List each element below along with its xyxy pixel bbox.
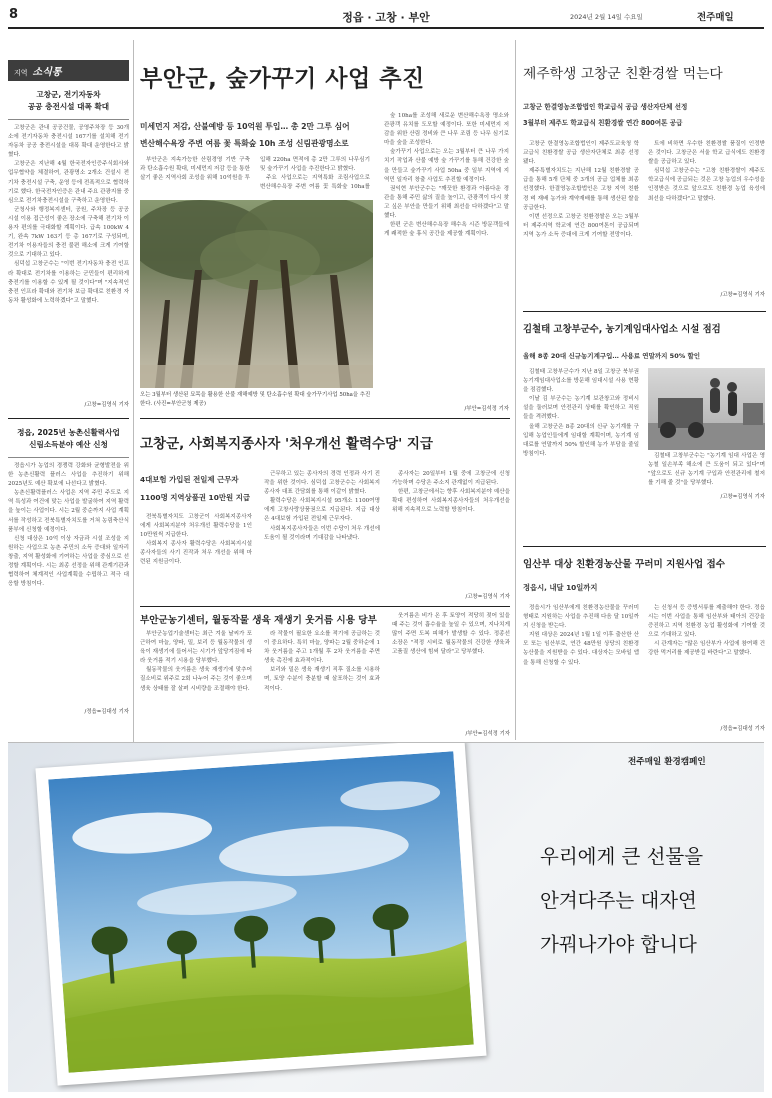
paragraph: 이날 김 부군수는 농기계 보관창고와 정비시설을 둘러보며 안전관리 상태를 확인하고 직원들을 격려했다. bbox=[523, 396, 639, 421]
paragraph: 숲가꾸기 사업으로는 오는 3월부터 큰 나무 가지치기 작업과 산불 예방 숲 가꾸기를 통해 건강한 숲을 만들고 숲가꾸기 사업 50ha 중 일부 지역에 지역민 일자리 창출 사업도 추진할 예정이다. bbox=[384, 149, 509, 183]
paragraph: 보리와 밀은 생육 재생기 직후 질소를 시용하며, 토양 수분이 충분할 때 살포하는 것이 효과적이다. bbox=[264, 667, 380, 692]
article3-headline: 부안군농기센터, 월동작물 생육 재생기 웃거름 시용 당부 bbox=[140, 615, 377, 626]
article2-col1 bbox=[140, 513, 252, 603]
article5-photo bbox=[648, 368, 765, 450]
sidebar-news2-credit: /정읍=김대성 기자 bbox=[84, 709, 129, 715]
paragraph: 지원 대상은 2024년 1월 1일 이후 출산한 산모 또는 임산부로, 연간 48만원 상당의 친환경농산물을 지원받을 수 있다. 대상자는 모바일 앱을 통해 신청할 수 있다. bbox=[523, 632, 639, 666]
article1-rule bbox=[140, 418, 510, 419]
article3-col2 bbox=[264, 630, 380, 738]
article2-headline: 고창군, 사회복지종사자 '처우개선 활력수당' 지급 bbox=[140, 436, 434, 452]
sidebar-label-prefix: 지역 bbox=[14, 69, 28, 77]
ad-line2: 안겨다주는 대자연 bbox=[540, 889, 697, 912]
article5-rule bbox=[523, 546, 766, 547]
paragraph: 웃거름은 비가 온 후 토양이 적당히 젖어 있을 때 주는 것이 흡수율을 높일 수 있으며, 지나치게 많이 주면 도복 피해가 발생할 수 있다. 정종선 소장은 "적정 시비로 월동작물의 건강한 생육과 고품질 생산에 힘써 달라"고 당부했다. bbox=[392, 613, 510, 656]
issue-date: 2024년 2월 14일 수요일 bbox=[570, 13, 643, 21]
article5-col1 bbox=[523, 368, 639, 538]
header-rule bbox=[8, 27, 764, 29]
paragraph: 제주특별자치도는 지난해 12월 친환경쌀 공급을 통해 5개 단체 중 3개의 공급 업체를 최종 선정했다. 한결영농조합법인은 고창 지역 친환경 벼 재배 농가와 계약재배를 통해 생산된 쌀을 공급한다. bbox=[523, 168, 639, 211]
paragraph: 김철태 고창부군수가 지난 8일 고창군 북부권 농기계임대사업소를 방문해 임대시설 사용 현황을 점검했다. bbox=[523, 369, 639, 394]
paragraph: 올해 고창군은 8종 20대의 신규 농기계를 구입해 농업인들에게 임대할 계획이며, 농기계 임대료를 연말까지 50% 할인해 농가 부담을 줄일 방침이다. bbox=[523, 423, 639, 457]
main-divider bbox=[515, 40, 516, 740]
paragraph: 정읍시가 농업의 경쟁력 강화와 균형발전을 위한 농촌신활력 플러스 사업을 추진하기 위해 2025년도 예산 확보에 나선다고 밝혔다. bbox=[8, 463, 129, 488]
paragraph: 고창군은 관내 공공건물, 공영주차장 등 30개소에 전기자동차 충전시설 167기를 설치해 전기자동차 공공 충전시설을 대폭 확대 운영한다고 밝혔다. bbox=[8, 125, 129, 159]
paragraph: 한편 군은 변산해수욕장 해수욕 시즌 방문객들에게 쾌적한 숲 휴식 공간을 제공할 계획이다. bbox=[384, 222, 509, 238]
article1-headline: 부안군, 숲가꾸기 사업 추진 bbox=[140, 66, 425, 92]
paragraph: 부안군은 지속가능한 산림경영 기반 구축과 탄소흡수원 확대, 미세먼지 저감 등을 통한 살기 좋은 지역사회 조성을 위해 10억원을 투입해 220ha 면적에 총 2만 그루의 나무심기 및 숲가꾸기 사업을 추진한다고 밝혔다. bbox=[140, 157, 370, 182]
campaign-ad bbox=[8, 742, 764, 1092]
nature-landscape-illustration bbox=[48, 751, 474, 1073]
paragraph: 심덕섭 고창군수는 "이번 전기자동차 충전 인프라 확대로 전기차를 이용하는 군민들이 편리하게 충전기를 이용할 수 있게 될 것이다"며 "지속적인 충전 인프라 확대와 전기차 보급 확대로 친환경 자동차 활성화에 노력하겠다"고 말했다. bbox=[8, 261, 129, 304]
paragraph: 심덕섭 고창군수는 "고창 친환경쌀이 제주도 학교급식에 공급되는 것은 고창 농업의 우수성을 인정받은 것으로 앞으로도 친환경 농업 육성에 최선을 다하겠다"고 말했다. bbox=[648, 168, 765, 202]
paragraph: 이번 선정으로 고창군 친환경쌀은 오는 3월부터 제주지역 학교에 연간 800여톤이 공급되며 지역 농가 소득 증대에 크게 기여할 전망이다. bbox=[523, 213, 639, 238]
article4-subhead1: 고창군 한결영농조합법인 학교급식 공급 생산자단체 선정 bbox=[523, 103, 688, 111]
sidebar-news2-title bbox=[8, 427, 129, 451]
article1-subhead1: 미세먼지 저감, 산불예방 등 10억원 투입… 총 2만 그루 심어 bbox=[140, 122, 350, 131]
article1-subhead2: 변산해수욕장 주변 여름 꽃 특화숲 10h 조성 신림관광명소로 bbox=[140, 139, 349, 148]
article3-credit: /부안=김석정 기자 bbox=[465, 731, 510, 737]
machinery-illustration bbox=[648, 368, 765, 450]
article5-headline: 김철태 고창부군수, 농기계임대사업소 시설 점검 bbox=[523, 324, 721, 335]
section-title: 정읍 · 고창 · 부안 bbox=[342, 11, 430, 24]
page-number: 8 bbox=[9, 7, 19, 22]
sidebar-news2-body bbox=[8, 462, 129, 707]
article1-photo bbox=[140, 200, 373, 388]
article2-credit: /고창=김영식 기자 bbox=[465, 594, 510, 600]
sidebar-news1-title2: 공공 충전시설 대폭 확대 bbox=[27, 102, 110, 111]
paragraph: 정읍시가 임산부에게 친환경농산물을 꾸러미 형태로 지원하는 사업을 추진해 다음 달 10일까지 신청을 받는다. bbox=[523, 605, 639, 630]
ad-message bbox=[540, 835, 764, 967]
article2-rule bbox=[140, 606, 510, 607]
paragraph: 고창군 한결영농조합법인이 제주도교육청 학교급식 친환경쌀 공급 생산자단체로 최종 선정됐다. bbox=[523, 141, 639, 166]
article2-subhead1: 4대보험 가입된 전일제 근무자 bbox=[140, 475, 239, 484]
sidebar-label bbox=[8, 60, 129, 81]
article6-credit: /정읍=김대성 기자 bbox=[720, 726, 765, 732]
article1-col2 bbox=[384, 112, 509, 404]
paragraph: 신청 대상은 10억 이상 자금과 시설 조성을 지원하는 사업으로 농촌 주민의 소득 증대와 일자리 창출, 지역 활성화에 기여하는 사업을 중심으로 선정할 계획이다. 시는 최종 선정을 위해 관계기관과 협력하여 체계적인 사업계획을 수립하고 적극 대응할 방침이다. bbox=[8, 535, 129, 588]
sidebar-news1-body bbox=[8, 124, 129, 399]
article4-headline: 제주학생 고창군 친환경쌀 먹는다 bbox=[523, 66, 723, 82]
article5-credit: /고창=김영식 기자 bbox=[720, 494, 765, 500]
sidebar-news2-title1: 정읍, 2025년 농촌신활력사업 bbox=[17, 428, 120, 437]
paragraph: 김철태 고창부군수는 "농기계 임대 사업은 영농철 일손부족 해소에 큰 도움이 되고 있다"며 "앞으로도 신규 농기계 구입과 안전관리에 철저를 기해 줄 것"을 당부했다. bbox=[648, 453, 765, 487]
ad-line1: 우리에게 큰 선물을 bbox=[540, 845, 704, 868]
article4-col1 bbox=[523, 140, 639, 302]
ad-campaign-tag: 전주매일 환경캠페인 bbox=[628, 757, 706, 767]
paragraph: 월동작물의 웃거름은 생육 재생기에 맞추어 질소비료 위주로 2회 나누어 주는 것이 좋으며 생육 상태를 잘 살펴 시비량을 조절해야 한다. bbox=[140, 667, 252, 692]
article1-credit: /부안=김석정 기자 bbox=[464, 406, 509, 412]
article3-col3 bbox=[392, 612, 510, 729]
article4-rule bbox=[523, 311, 766, 312]
article6-headline: 임산부 대상 친환경농산물 꾸러미 지원사업 접수 bbox=[523, 559, 726, 570]
caption-text: 오는 3월부터 생산된 묘목을 활용한 산불 재해예방 및 탄소흡수원 확대 숲가꾸기사업 50ha을 추진한다. bbox=[140, 392, 371, 407]
paragraph: 고창군은 지난해 4월 한국전자인증주식회사와 업무협약을 체결하여, 관광명소 2개소 건설시 전기차 충전시설 구축, 운영 등에 전폭적으로 협력하기로 했다. 한국전자인증은 관내 주요 관광지를 중심으로 전기차충전시설을 구축하고 운영한다. bbox=[8, 161, 129, 204]
paragraph: 는 신청서 등 증빙서류를 제출해야 한다. 정읍시는 이번 사업을 통해 임산부와 태아의 건강을 증진하고 지역 친환경 농업 활성화에 기여할 것으로 기대하고 있다. bbox=[648, 605, 765, 639]
article2-subhead2: 1100명 지역상품권 10만원 지급 bbox=[140, 493, 250, 502]
paragraph: 근무하고 있는 종사자의 경력 인정과 사기 진작을 위한 것이다. 심덕섭 고창군수는 사회복지종사자 대표 간담회를 통해 이같이 밝혔다. bbox=[264, 471, 380, 496]
paragraph: 사회복지종사자들은 이번 수당이 처우 개선에 도움이 될 것이라며 기대감을 나타냈다. bbox=[264, 525, 380, 541]
sidebar-news1-title bbox=[8, 89, 129, 113]
paragraph: 부안군농업기술센터는 최근 겨울 날씨가 포근하여 마늘, 양파, 밀, 보리 등 월동작물의 생육이 재생기에 들어서는 시기가 앞당겨짐에 따라 웃거름 적기 시용을 당부했다. bbox=[140, 631, 252, 665]
article5-subhead: 올해 8종 20대 신규농기계구입… 사용료 연말까지 50% 할인 bbox=[523, 352, 701, 360]
ad-line3: 가꿔나가야 합니다 bbox=[540, 933, 697, 956]
paragraph: 숲 10ha를 조성해 새로운 변산해수욕장 명소와 관광객 유치를 도모할 예정이다. 또한 미세먼지 저감을 위한 산림 정비와 큰 나무 조림 등 나무 심기로 마을 숲을 조성한다. bbox=[384, 113, 509, 147]
article3-col1 bbox=[140, 630, 252, 738]
paragraph: 종사자는 20일부터 1월 중에 고창군에 신청 가능하며 수당은 주소지 관계없이 지급된다. bbox=[392, 471, 510, 487]
sidebar-divider bbox=[133, 40, 134, 840]
paragraph: 라 작물이 필요한 요소를 적기에 공급하는 것이 중요하다. 특히 마늘, 양파는 2월 중하순에 1차 웃거름을 주고 1개월 후 2차 웃거름을 주면 생육 촉진에 효과적이다. bbox=[264, 631, 380, 665]
paragraph: 농촌신활력플러스 사업은 지역 주민 주도로 지역 특성과 여건에 맞는 사업을 발굴하여 지역 활력을 높이는 사업이다. 시는 2월 중순까지 사업 계획서를 작성하고 전북특별자치도를 거쳐 농림축산식품부에 신청할 예정이다. bbox=[8, 490, 129, 533]
caption-credit: (사진=부안군청 제공) bbox=[153, 400, 206, 407]
sidebar-news1-title1: 고창군, 전기자동차 bbox=[36, 90, 101, 99]
paper-name: 전주매일 bbox=[697, 12, 734, 23]
ad-photo-frame bbox=[35, 742, 486, 1086]
sidebar-news2-title2: 신림소득분야 예산 신청 bbox=[29, 440, 108, 449]
article1-caption bbox=[140, 391, 373, 408]
article4-subhead2: 3월부터 제주도 학교급식 친환경쌀 연간 800여톤 공급 bbox=[523, 119, 683, 127]
article4-credit: /고창=김영식 기자 bbox=[720, 292, 765, 298]
paragraph: 군청사와 행정복지센터, 공원, 주차장 등 공공시설 이용 접근성이 좋은 장소에 구축해 전기차 이용자 편의를 극대화할 계획이다. 급속 100kW 4기, 완속 7kW 163기 등 총 167기로 구성되며, 전기차 이용자들의 충전 불편 해소에 크게 기여할 것으로 기대하고 있다. bbox=[8, 206, 129, 259]
article2-col3 bbox=[392, 470, 510, 590]
sidebar-label-text: 소식통 bbox=[32, 67, 62, 78]
paragraph: 트에 비하면 우수한 친환경쌀 품질이 인정받은 것이다. 고창군은 서울 학교 급식에도 친환경쌀을 공급하고 있다. bbox=[648, 141, 765, 166]
article6-subhead: 정읍시, 내달 10일까지 bbox=[523, 583, 598, 592]
trees-illustration bbox=[140, 200, 373, 388]
paragraph: 권익현 부안군수는 "깨끗한 환경과 아름다운 경관을 통해 주민 삶의 질을 높이고, 관광객이 다시 찾고 싶은 부안을 만들기 위해 최선을 다하겠다"고 말했다. bbox=[384, 185, 509, 220]
paragraph: 시 관계자는 "많은 임산부가 사업에 참여해 건강한 먹거리를 제공받길 바란다"고 말했다. bbox=[648, 641, 765, 657]
paragraph: 한편, 고창군에서는 향후 사회복지분야 예산을 확대 편성하여 사회복지종사자들의 처우개선을 위해 지속적으로 노력할 방침이다. bbox=[392, 489, 510, 514]
article1-col1 bbox=[140, 156, 370, 194]
sidebar-news1-credit: /고창=김영식 기자 bbox=[84, 402, 129, 408]
paragraph: 주요 사업으로는 지역특화 조림사업으로 변산해수욕장 주변 여름 꽃 특화숲 10ha를 bbox=[260, 175, 370, 191]
article2-col2 bbox=[264, 470, 380, 604]
article4-col2 bbox=[648, 140, 765, 286]
article6-col2 bbox=[648, 604, 765, 720]
article6-col1 bbox=[523, 604, 639, 738]
paragraph: 사회복지 종사자 활력수당은 사회복지시설 종사자들의 사기 진작과 처우 개선을 위해 마련된 지원금이다. bbox=[140, 541, 252, 566]
article5-caption bbox=[648, 452, 765, 488]
paragraph: 전북특별자치도 고창군이 사회복지종사자에게 사회복지분야 처우개선 활력수당을 1인 10만원씩 지급한다. bbox=[140, 514, 252, 539]
paragraph: 활력수당은 사회복지시설 95개소 1100여명에게 고창사랑상품권으로 지급된다. 지급 대상은 4대보험 가입된 전일제 근무자다. bbox=[264, 498, 380, 523]
